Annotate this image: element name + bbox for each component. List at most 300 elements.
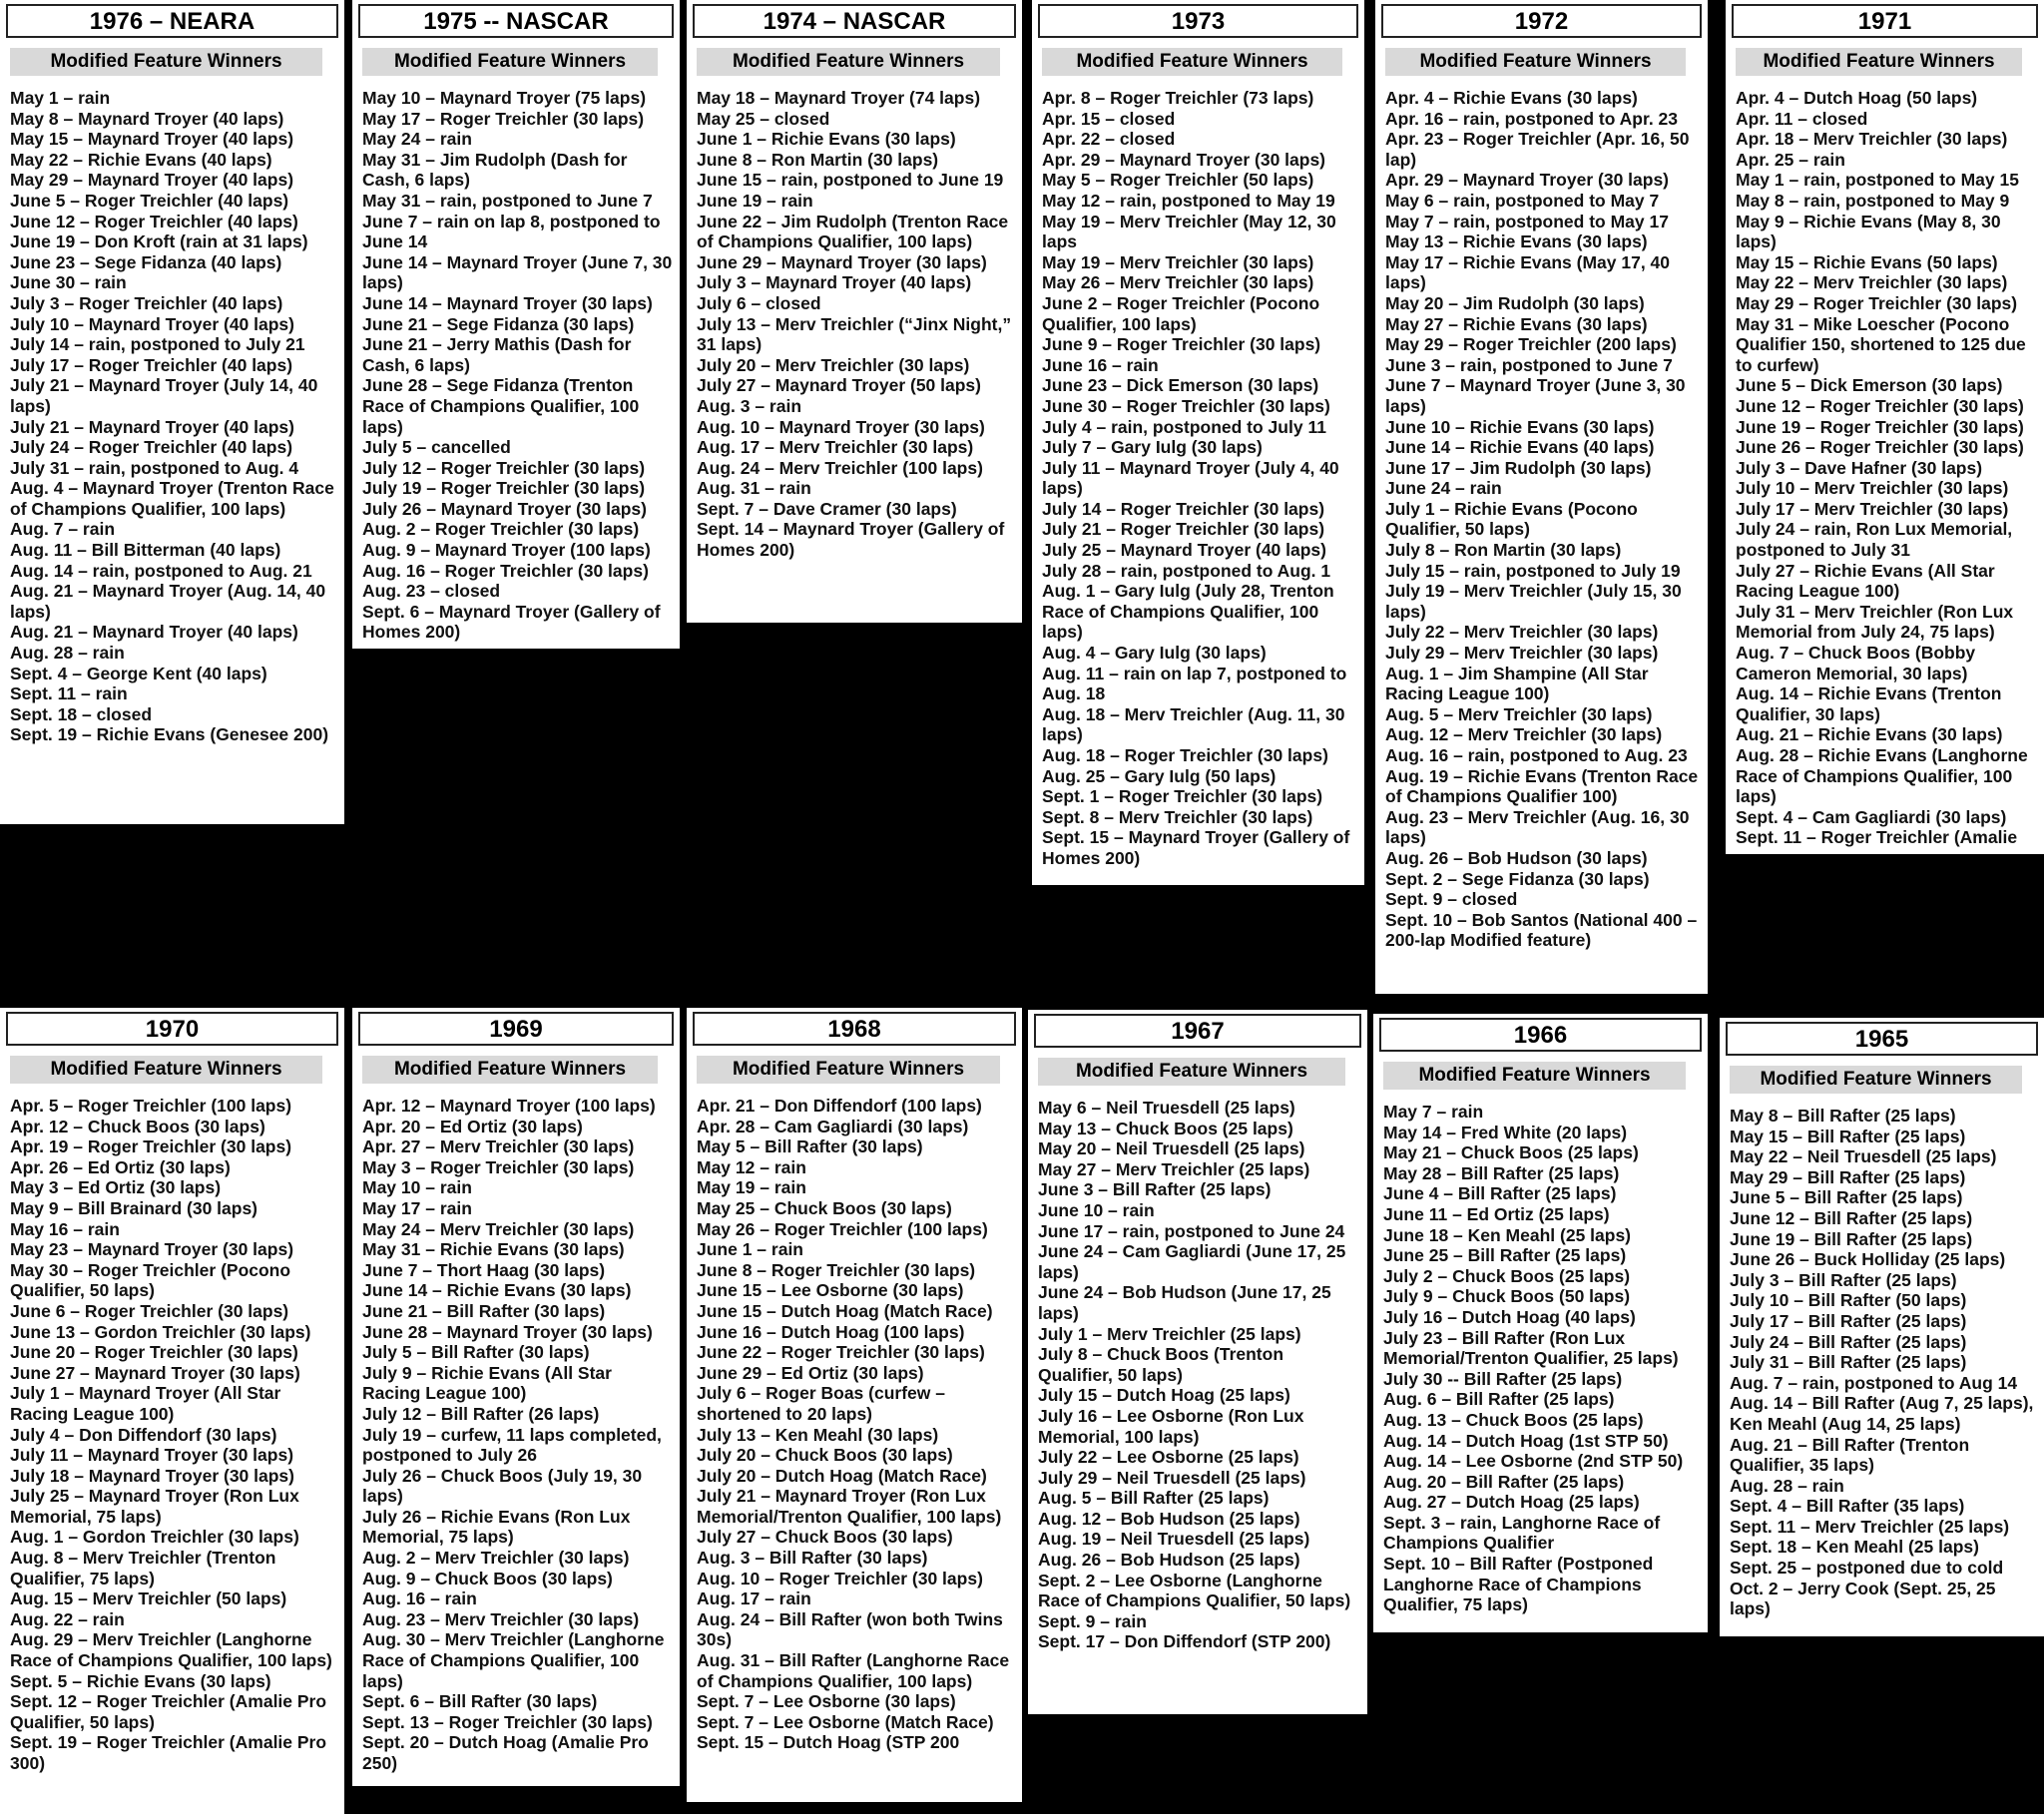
result-entry: July 8 – Ron Martin (30 laps) xyxy=(1385,540,1622,561)
result-entry: June 19 – Bill Rafter (25 laps) xyxy=(1730,1228,1973,1249)
result-entry: Aug. 13 – Chuck Boos (25 laps) xyxy=(1383,1409,1644,1430)
result-entry: Sept. 10 – Bill Rafter (Postponed Langhorne Race of Champions Qualifier, 75 laps) xyxy=(1383,1554,1654,1615)
result-entry: June 29 – Maynard Troyer (30 laps) xyxy=(697,251,987,272)
result-entry: Apr. 8 – Roger Treichler (73 laps) xyxy=(1042,88,1314,108)
result-entry: Sept. 15 – Maynard Troyer (Gallery of Homes 200) xyxy=(1042,827,1350,868)
result-entry: Aug. 16 – rain xyxy=(362,1588,477,1609)
section-subtitle: Modified Feature Winners xyxy=(1385,48,1686,76)
result-entry: Aug. 18 – Roger Treichler (30 laps) xyxy=(1042,745,1328,765)
section-subtitle: Modified Feature Winners xyxy=(1736,48,2022,76)
result-entry: June 14 – Maynard Troyer (June 7, 30 laps) xyxy=(362,251,673,293)
season-panel-1968 xyxy=(687,1008,1022,1802)
section-subtitle: Modified Feature Winners xyxy=(1042,48,1342,76)
result-entry: June 12 – Roger Treichler (30 laps) xyxy=(1736,395,2024,416)
result-entry: May 13 – Chuck Boos (25 laps) xyxy=(1038,1118,1293,1138)
result-entry: May 17 – Roger Treichler (30 laps) xyxy=(362,108,645,129)
result-entry: May 17 – Richie Evans (May 17, 40 laps) xyxy=(1385,251,1671,293)
result-entry: July 29 – Neil Truesdell (25 laps) xyxy=(1038,1467,1306,1488)
result-entry: Sept. 2 – Sege Fidanza (30 laps) xyxy=(1385,868,1650,889)
season-panel-1973 xyxy=(1032,0,1364,885)
result-entry: July 31 – rain, postponed to Aug. 4 xyxy=(10,457,299,478)
result-entry: June 24 – Bob Hudson (June 17, 25 laps) xyxy=(1038,1282,1331,1323)
result-entry: May 17 – rain xyxy=(362,1197,472,1218)
result-entry: June 5 – Dick Emerson (30 laps) xyxy=(1736,375,2003,396)
result-entry: June 29 – Ed Ortiz (30 laps) xyxy=(697,1362,924,1383)
result-entry: July 9 – Chuck Boos (50 laps) xyxy=(1383,1286,1631,1307)
result-entry: June 8 – Ron Martin (30 laps) xyxy=(697,149,939,170)
result-entry: July 10 – Merv Treichler (30 laps) xyxy=(1736,478,2009,499)
result-entry: July 3 – Maynard Troyer (40 laps) xyxy=(697,272,972,293)
result-entry: Apr. 5 – Roger Treichler (100 laps) xyxy=(10,1096,292,1116)
result-entry: Aug. 21 – Maynard Troyer (40 laps) xyxy=(10,622,298,643)
result-entry: Apr. 28 – Cam Gagliardi (30 laps) xyxy=(697,1116,969,1136)
result-entry: July 21 – Roger Treichler (30 laps) xyxy=(1042,519,1325,540)
result-entry: Apr. 12 – Maynard Troyer (100 laps) xyxy=(362,1096,656,1116)
result-entry: Aug. 14 – Dutch Hoag (1st STP 50) xyxy=(1383,1430,1669,1451)
results-list xyxy=(352,1096,680,1774)
result-entry: July 11 – Maynard Troyer (30 laps) xyxy=(10,1445,294,1466)
result-entry: May 19 – Merv Treichler (30 laps) xyxy=(1042,251,1314,272)
result-entry: Sept. 19 – Roger Treichler (Amalie Pro 300) xyxy=(10,1732,327,1773)
result-entry: July 1 – Merv Treichler (25 laps) xyxy=(1038,1323,1301,1344)
result-entry: Aug. 30 – Merv Treichler (Langhorne Race of Champions Qualifier, 100 laps) xyxy=(362,1629,665,1691)
result-entry: May 23 – Maynard Troyer (30 laps) xyxy=(10,1239,294,1260)
result-entry: July 1 – Richie Evans (Pocono Qualifier, 50 laps) xyxy=(1385,498,1638,540)
result-entry: Aug. 17 – rain xyxy=(697,1588,811,1609)
result-entry: July 29 – Merv Treichler (30 laps) xyxy=(1385,643,1659,664)
result-entry: Aug. 29 – Merv Treichler (Langhorne Race of Champions Qualifier, 100 laps) xyxy=(10,1629,332,1671)
season-title: 1967 xyxy=(1034,1014,1361,1048)
result-entry: June 21 – Jerry Mathis (Dash for Cash, 6 laps) xyxy=(362,334,632,375)
result-entry: June 15 – Lee Osborne (30 laps) xyxy=(697,1280,964,1301)
result-entry: May 10 – Maynard Troyer (75 laps) xyxy=(362,88,647,108)
result-entry: May 8 – rain, postponed to May 9 xyxy=(1736,190,2010,211)
season-panel-1975 xyxy=(352,0,680,649)
result-entry: June 4 – Bill Rafter (25 laps) xyxy=(1383,1183,1617,1204)
result-entry: July 31 – Merv Treichler (Ron Lux Memorial from July 24, 75 laps) xyxy=(1736,601,2014,643)
result-entry: June 23 – Dick Emerson (30 laps) xyxy=(1042,375,1319,396)
section-subtitle: Modified Feature Winners xyxy=(362,48,658,76)
result-entry: July 24 – Bill Rafter (25 laps) xyxy=(1730,1331,1967,1352)
result-entry: Aug. 25 – Gary Iulg (50 laps) xyxy=(1042,765,1277,786)
result-entry: Apr. 25 – rain xyxy=(1736,149,1845,170)
result-entry: May 6 – rain, postponed to May 7 xyxy=(1385,190,1660,211)
season-panel-1967 xyxy=(1028,1010,1367,1714)
result-entry: Aug. 24 – Bill Rafter (won both Twins 30s) xyxy=(697,1608,1003,1650)
result-entry: June 21 – Sege Fidanza (30 laps) xyxy=(362,313,635,334)
result-entry: Aug. 5 – Bill Rafter (25 laps) xyxy=(1038,1488,1270,1509)
result-entry: Aug. 21 – Maynard Troyer (Aug. 14, 40 laps) xyxy=(10,581,326,622)
result-entry: May 27 – Richie Evans (30 laps) xyxy=(1385,313,1648,334)
result-entry: May 22 – Richie Evans (40 laps) xyxy=(10,149,272,170)
result-entry: July 15 – Dutch Hoag (25 laps) xyxy=(1038,1385,1290,1406)
result-entry: Aug. 11 – Bill Bitterman (40 laps) xyxy=(10,540,281,561)
result-entry: Aug. 22 – rain xyxy=(10,1608,125,1629)
result-entry: June 1 – rain xyxy=(697,1239,803,1260)
result-entry: June 14 – Richie Evans (30 laps) xyxy=(362,1280,632,1301)
result-entry: Sept. 4 – Bill Rafter (35 laps) xyxy=(1730,1496,1965,1517)
result-entry: Apr. 26 – Ed Ortiz (30 laps) xyxy=(10,1156,231,1177)
results-list xyxy=(1032,88,1364,869)
result-entry: Sept. 11 – Roger Treichler (Amalie xyxy=(1736,827,2018,848)
result-entry: Aug. 26 – Bob Hudson (30 laps) xyxy=(1385,847,1648,868)
results-list xyxy=(687,88,1022,561)
result-entry: May 7 – rain, postponed to May 17 xyxy=(1385,211,1669,231)
result-entry: May 25 – Chuck Boos (30 laps) xyxy=(697,1197,952,1218)
result-entry: June 9 – Roger Treichler (30 laps) xyxy=(1042,334,1321,355)
result-entry: May 8 – Maynard Troyer (40 laps) xyxy=(10,108,284,129)
result-entry: Aug. 16 – Roger Treichler (30 laps) xyxy=(362,560,649,581)
result-entry: July 19 – curfew, 11 laps completed, postponed to July 26 xyxy=(362,1424,662,1466)
result-entry: June 6 – Roger Treichler (30 laps) xyxy=(10,1300,289,1321)
result-entry: Aug. 14 – Lee Osborne (2nd STP 50) xyxy=(1383,1451,1684,1472)
result-entry: May 6 – Neil Truesdell (25 laps) xyxy=(1038,1098,1295,1118)
result-entry: Apr. 29 – Maynard Troyer (30 laps) xyxy=(1385,170,1670,191)
result-entry: July 26 – Richie Evans (Ron Lux Memorial, 75 laps) xyxy=(362,1506,631,1548)
result-entry: Sept. 13 – Roger Treichler (30 laps) xyxy=(362,1711,653,1732)
result-entry: June 3 – rain, postponed to June 7 xyxy=(1385,354,1673,375)
result-entry: Aug. 14 – Bill Rafter (Aug 7, 25 laps), Ken Meahl (Aug 14, 25 laps) xyxy=(1730,1393,2034,1434)
result-entry: Aug. 12 – Merv Treichler (30 laps) xyxy=(1385,724,1663,745)
result-entry: Aug. 28 – Richie Evans (Langhorne Race of Champions Qualifier, 100 laps) xyxy=(1736,745,2028,807)
result-entry: Sept. 18 – Ken Meahl (25 laps) xyxy=(1730,1537,1979,1558)
result-entry: June 10 – Richie Evans (30 laps) xyxy=(1385,416,1655,437)
result-entry: June 1 – Richie Evans (30 laps) xyxy=(697,129,956,150)
result-entry: June 26 – Buck Holliday (25 laps) xyxy=(1730,1249,2006,1270)
result-entry: Apr. 12 – Chuck Boos (30 laps) xyxy=(10,1116,265,1136)
result-entry: Aug. 23 – closed xyxy=(362,581,501,602)
result-entry: June 2 – Roger Treichler (Pocono Qualifier, 100 laps) xyxy=(1042,292,1320,334)
season-title: 1968 xyxy=(693,1012,1016,1046)
result-entry: Sept. 3 – rain, Langhorne Race of Champions Qualifier xyxy=(1383,1512,1661,1554)
result-entry: July 7 – Gary Iulg (30 laps) xyxy=(1042,437,1263,458)
result-entry: July 13 – Ken Meahl (30 laps) xyxy=(697,1424,939,1445)
result-entry: July 21 – Maynard Troyer (40 laps) xyxy=(10,416,294,437)
result-entry: Aug. 11 – rain on lap 7, postponed to Aug. 18 xyxy=(1042,663,1347,704)
result-entry: June 18 – Ken Meahl (25 laps) xyxy=(1383,1224,1632,1245)
result-entry: Aug. 26 – Bob Hudson (25 laps) xyxy=(1038,1550,1300,1571)
result-entry: June 30 – Roger Treichler (30 laps) xyxy=(1042,395,1330,416)
result-entry: July 26 – Chuck Boos (July 19, 30 laps) xyxy=(362,1465,643,1507)
result-entry: Sept. 5 – Richie Evans (30 laps) xyxy=(10,1670,271,1691)
season-title: 1966 xyxy=(1379,1018,1702,1052)
result-entry: Sept. 9 – closed xyxy=(1385,889,1518,910)
result-entry: May 24 – rain xyxy=(362,129,472,150)
result-entry: Sept. 12 – Roger Treichler (Amalie Pro Qualifier, 50 laps) xyxy=(10,1691,327,1732)
result-entry: Sept. 11 – rain xyxy=(10,683,128,704)
result-entry: June 30 – rain xyxy=(10,272,127,293)
result-entry: May 13 – Richie Evans (30 laps) xyxy=(1385,231,1648,252)
result-entry: July 23 – Bill Rafter (Ron Lux Memorial/Trenton Qualifier, 25 laps) xyxy=(1383,1327,1679,1369)
result-entry: May 5 – Bill Rafter (30 laps) xyxy=(697,1136,923,1157)
result-entry: Aug. 19 – Neil Truesdell (25 laps) xyxy=(1038,1529,1310,1550)
result-entry: May 10 – rain xyxy=(362,1177,472,1198)
season-title: 1965 xyxy=(1726,1022,2038,1056)
result-entry: Sept. 7 – Lee Osborne (Match Race) xyxy=(697,1711,994,1732)
result-entry: July 10 – Bill Rafter (50 laps) xyxy=(1730,1290,1967,1311)
results-list xyxy=(0,88,344,745)
result-entry: July 28 – rain, postponed to Aug. 1 xyxy=(1042,560,1331,581)
season-title: 1974 – NASCAR xyxy=(693,4,1016,38)
result-entry: July 2 – Chuck Boos (25 laps) xyxy=(1383,1265,1631,1286)
result-entry: Apr. 15 – closed xyxy=(1042,108,1176,129)
result-entry: July 26 – Maynard Troyer (30 laps) xyxy=(362,498,647,519)
result-entry: June 24 – rain xyxy=(1385,478,1502,499)
results-list xyxy=(1720,1106,2044,1619)
result-entry: July 13 – Merv Treichler (“Jinx Night,” 31 laps) xyxy=(697,313,1012,355)
result-entry: June 19 – Don Kroft (rain at 31 laps) xyxy=(10,231,308,252)
result-entry: June 16 – rain xyxy=(1042,354,1159,375)
section-subtitle: Modified Feature Winners xyxy=(1383,1062,1686,1090)
result-entry: Aug. 23 – Merv Treichler (Aug. 16, 30 laps) xyxy=(1385,806,1690,848)
result-entry: May 3 – Ed Ortiz (30 laps) xyxy=(10,1177,222,1198)
result-entry: June 26 – Roger Treichler (30 laps) xyxy=(1736,437,2024,458)
result-entry: June 23 – Sege Fidanza (40 laps) xyxy=(10,251,282,272)
result-entry: Aug. 16 – rain, postponed to Aug. 23 xyxy=(1385,745,1688,765)
result-entry: May 29 – Roger Treichler (30 laps) xyxy=(1736,292,2018,313)
result-entry: Aug. 2 – Merv Treichler (30 laps) xyxy=(362,1548,630,1569)
result-entry: Aug. 1 – Jim Shampine (All Star Racing League 100) xyxy=(1385,663,1649,704)
result-entry: Apr. 4 – Richie Evans (30 laps) xyxy=(1385,88,1638,108)
result-entry: June 19 – Roger Treichler (30 laps) xyxy=(1736,416,2024,437)
season-panel-1971 xyxy=(1726,0,2044,854)
result-entry: July 5 – Bill Rafter (30 laps) xyxy=(362,1342,590,1363)
result-entry: May 20 – Neil Truesdell (25 laps) xyxy=(1038,1138,1305,1159)
season-title: 1973 xyxy=(1038,4,1358,38)
result-entry: Aug. 28 – rain xyxy=(10,643,125,664)
season-title: 1969 xyxy=(358,1012,674,1046)
result-entry: Aug. 7 – Chuck Boos (Bobby Cameron Memorial, 30 laps) xyxy=(1736,643,1976,683)
result-entry: May 30 – Roger Treichler (Pocono Qualifier, 50 laps) xyxy=(10,1259,291,1301)
result-entry: July 12 – Roger Treichler (30 laps) xyxy=(362,457,646,478)
result-entry: May 12 – rain xyxy=(697,1156,806,1177)
result-entry: Aug. 28 – rain xyxy=(1730,1475,1844,1496)
result-entry: May 31 – Richie Evans (30 laps) xyxy=(362,1239,625,1260)
result-entry: Aug. 10 – Maynard Troyer (30 laps) xyxy=(697,416,985,437)
result-entry: Sept. 8 – Merv Treichler (30 laps) xyxy=(1042,806,1313,827)
result-entry: May 15 – Bill Rafter (25 laps) xyxy=(1730,1126,1966,1146)
section-subtitle: Modified Feature Winners xyxy=(697,48,1000,76)
result-entry: Aug. 27 – Dutch Hoag (25 laps) xyxy=(1383,1492,1640,1513)
result-entry: June 17 – Jim Rudolph (30 laps) xyxy=(1385,457,1652,478)
section-subtitle: Modified Feature Winners xyxy=(362,1056,658,1084)
result-entry: June 25 – Bill Rafter (25 laps) xyxy=(1383,1245,1627,1266)
result-entry: Aug. 2 – Roger Treichler (30 laps) xyxy=(362,519,640,540)
result-entry: June 8 – Roger Treichler (30 laps) xyxy=(697,1259,976,1280)
result-entry: Aug. 17 – Merv Treichler (30 laps) xyxy=(697,437,974,458)
result-entry: Aug. 3 – Bill Rafter (30 laps) xyxy=(697,1548,928,1569)
result-entry: May 21 – Chuck Boos (25 laps) xyxy=(1383,1142,1639,1163)
result-entry: July 22 – Lee Osborne (25 laps) xyxy=(1038,1447,1299,1468)
season-panel-1972 xyxy=(1375,0,1708,994)
result-entry: July 5 – cancelled xyxy=(362,437,511,458)
season-title: 1971 xyxy=(1732,4,2038,38)
result-entry: July 24 – rain, Ron Lux Memorial, postponed to July 31 xyxy=(1736,519,2013,561)
result-entry: May 19 – Merv Treichler (May 12, 30 laps xyxy=(1042,211,1336,252)
result-entry: Sept. 14 – Maynard Troyer (Gallery of Homes 200) xyxy=(697,519,1005,561)
result-entry: Aug. 10 – Roger Treichler (30 laps) xyxy=(697,1568,983,1588)
result-entry: May 3 – Roger Treichler (30 laps) xyxy=(362,1156,635,1177)
result-entry: May 7 – rain xyxy=(1383,1102,1484,1122)
result-entry: July 25 – Maynard Troyer (40 laps) xyxy=(1042,540,1326,561)
result-entry: July 20 – Merv Treichler (30 laps) xyxy=(697,354,970,375)
season-panel-1970 xyxy=(0,1008,344,1814)
result-entry: May 16 – rain xyxy=(10,1218,120,1239)
result-entry: May 31 – Mike Loescher (Pocono Qualifier 150, shortened to 125 due to curfew) xyxy=(1736,313,2026,375)
section-subtitle: Modified Feature Winners xyxy=(10,48,322,76)
result-entry: June 13 – Gordon Treichler (30 laps) xyxy=(10,1321,311,1342)
result-entry: July 10 – Maynard Troyer (40 laps) xyxy=(10,313,294,334)
result-entry: Sept. 15 – Dutch Hoag (STP 200 xyxy=(697,1732,960,1753)
result-entry: Aug. 9 – Chuck Boos (30 laps) xyxy=(362,1568,613,1588)
result-entry: Sept. 19 – Richie Evans (Genesee 200) xyxy=(10,724,329,745)
result-entry: May 1 – rain xyxy=(10,88,111,108)
result-entry: Apr. 4 – Dutch Hoag (50 laps) xyxy=(1736,88,1978,108)
result-entry: Sept. 6 – Bill Rafter (30 laps) xyxy=(362,1691,598,1712)
result-entry: July 22 – Merv Treichler (30 laps) xyxy=(1385,622,1659,643)
result-entry: Apr. 23 – Roger Treichler (Apr. 16, 50 lap) xyxy=(1385,129,1690,170)
result-entry: July 16 – Lee Osborne (Ron Lux Memorial, 100 laps) xyxy=(1038,1405,1304,1447)
result-entry: Apr. 16 – rain, postponed to Apr. 23 xyxy=(1385,108,1679,129)
result-entry: Sept. 9 – rain xyxy=(1038,1610,1147,1631)
result-entry: July 3 – Roger Treichler (40 laps) xyxy=(10,292,283,313)
result-entry: July 27 – Maynard Troyer (50 laps) xyxy=(697,375,981,396)
results-list xyxy=(0,1096,344,1774)
result-entry: Aug. 4 – Gary Iulg (30 laps) xyxy=(1042,643,1267,664)
season-title: 1976 – NEARA xyxy=(6,4,338,38)
result-entry: May 9 – Bill Brainard (30 laps) xyxy=(10,1197,258,1218)
result-entry: Apr. 22 – closed xyxy=(1042,129,1176,150)
results-list xyxy=(1373,1102,1708,1615)
result-entry: June 20 – Roger Treichler (30 laps) xyxy=(10,1342,298,1363)
result-entry: July 30 -- Bill Rafter (25 laps) xyxy=(1383,1368,1623,1389)
result-entry: June 16 – Dutch Hoag (100 laps) xyxy=(697,1321,965,1342)
result-entry: Apr. 19 – Roger Treichler (30 laps) xyxy=(10,1136,292,1157)
result-entry: July 1 – Maynard Troyer (All Star Racing League 100) xyxy=(10,1383,281,1424)
result-entry: July 19 – Merv Treichler (July 15, 30 laps) xyxy=(1385,581,1682,622)
result-entry: Apr. 27 – Merv Treichler (30 laps) xyxy=(362,1136,635,1157)
section-subtitle: Modified Feature Winners xyxy=(697,1056,1000,1084)
result-entry: May 31 – rain, postponed to June 7 xyxy=(362,190,653,211)
result-entry: Aug. 6 – Bill Rafter (25 laps) xyxy=(1383,1389,1615,1410)
result-entry: July 4 – Don Diffendorf (30 laps) xyxy=(10,1424,277,1445)
result-entry: May 1 – rain, postponed to May 15 xyxy=(1736,170,2019,191)
result-entry: July 19 – Roger Treichler (30 laps) xyxy=(362,478,646,499)
result-entry: May 22 – Neil Truesdell (25 laps) xyxy=(1730,1146,1997,1167)
result-entry: June 17 – rain, postponed to June 24 xyxy=(1038,1220,1345,1241)
result-entry: May 29 – Roger Treichler (200 laps) xyxy=(1385,334,1677,355)
result-entry: July 3 – Dave Hafner (30 laps) xyxy=(1736,457,1983,478)
result-entry: Aug. 1 – Gordon Treichler (30 laps) xyxy=(10,1527,299,1548)
result-entry: Aug. 7 – rain, postponed to Aug 14 xyxy=(1730,1372,2018,1393)
result-entry: July 6 – Roger Boas (curfew – shortened to 20 laps) xyxy=(697,1383,945,1424)
result-entry: July 8 – Chuck Boos (Trenton Qualifier, 50 laps) xyxy=(1038,1344,1284,1385)
result-entry: June 27 – Maynard Troyer (30 laps) xyxy=(10,1362,300,1383)
result-entry: June 28 – Sege Fidanza (Trenton Race of Champions Qualifier, 100 laps) xyxy=(362,375,640,437)
result-entry: Sept. 10 – Bob Santos (National 400 – 200-lap Modified feature) xyxy=(1385,909,1698,951)
result-entry: July 14 – rain, postponed to July 21 xyxy=(10,334,305,355)
result-entry: Aug. 3 – rain xyxy=(697,395,802,416)
result-entry: Sept. 18 – closed xyxy=(10,703,153,724)
result-entry: Aug. 14 – Richie Evans (Trenton Qualifier, 30 laps) xyxy=(1736,683,2002,724)
result-entry: Aug. 12 – Bob Hudson (25 laps) xyxy=(1038,1508,1300,1529)
result-entry: June 11 – Ed Ortiz (25 laps) xyxy=(1383,1203,1610,1224)
result-entry: July 14 – Roger Treichler (30 laps) xyxy=(1042,498,1325,519)
result-entry: May 15 – Maynard Troyer (40 laps) xyxy=(10,129,294,150)
result-entry: June 14 – Richie Evans (40 laps) xyxy=(1385,437,1655,458)
result-entry: Apr. 11 – closed xyxy=(1736,108,1868,129)
result-entry: July 17 – Bill Rafter (25 laps) xyxy=(1730,1310,1967,1331)
result-entry: July 17 – Merv Treichler (30 laps) xyxy=(1736,498,2009,519)
season-panel-1966 xyxy=(1373,1014,1708,1632)
season-title: 1975 -- NASCAR xyxy=(358,4,674,38)
result-entry: July 17 – Roger Treichler (40 laps) xyxy=(10,354,293,375)
result-entry: May 15 – Richie Evans (50 laps) xyxy=(1736,251,1998,272)
result-entry: June 19 – rain xyxy=(697,190,813,211)
result-entry: Sept. 4 – Cam Gagliardi (30 laps) xyxy=(1736,806,2007,827)
result-entry: June 15 – Dutch Hoag (Match Race) xyxy=(697,1300,993,1321)
result-entry: Aug. 24 – Merv Treichler (100 laps) xyxy=(697,457,983,478)
result-entry: Sept. 25 – postponed due to cold xyxy=(1730,1558,2004,1579)
results-list xyxy=(687,1096,1022,1753)
result-entry: June 14 – Maynard Troyer (30 laps) xyxy=(362,292,653,313)
result-entry: July 27 – Chuck Boos (30 laps) xyxy=(697,1527,953,1548)
result-entry: July 20 – Dutch Hoag (Match Race) xyxy=(697,1465,987,1486)
result-entry: May 25 – closed xyxy=(697,108,830,129)
result-entry: June 5 – Roger Treichler (40 laps) xyxy=(10,190,289,211)
result-entry: Apr. 18 – Merv Treichler (30 laps) xyxy=(1736,129,2008,150)
season-panel-1976 xyxy=(0,0,344,824)
result-entry: Aug. 31 – Bill Rafter (Langhorne Race of Champions Qualifier, 100 laps) xyxy=(697,1650,1010,1691)
result-entry: July 15 – rain, postponed to July 19 xyxy=(1385,560,1681,581)
results-list xyxy=(1726,88,2044,848)
result-entry: May 24 – Merv Treichler (30 laps) xyxy=(362,1218,635,1239)
result-entry: June 15 – rain, postponed to June 19 xyxy=(697,170,1004,191)
result-entry: June 7 – Maynard Troyer (June 3, 30 laps) xyxy=(1385,375,1686,416)
result-entry: May 26 – Merv Treichler (30 laps) xyxy=(1042,272,1314,293)
result-entry: July 9 – Richie Evans (All Star Racing League 100) xyxy=(362,1362,612,1404)
section-subtitle: Modified Feature Winners xyxy=(1038,1058,1345,1086)
result-entry: July 31 – Bill Rafter (25 laps) xyxy=(1730,1352,1967,1373)
result-entry: May 8 – Bill Rafter (25 laps) xyxy=(1730,1106,1956,1126)
result-entry: May 28 – Bill Rafter (25 laps) xyxy=(1383,1162,1620,1183)
result-entry: July 4 – rain, postponed to July 11 xyxy=(1042,416,1326,437)
result-entry: July 25 – Maynard Troyer (Ron Lux Memorial, 75 laps) xyxy=(10,1486,299,1527)
result-entry: Sept. 17 – Don Diffendorf (STP 200) xyxy=(1038,1631,1331,1652)
result-entry: May 31 – Jim Rudolph (Dash for Cash, 6 laps) xyxy=(362,149,628,191)
result-entry: May 22 – Merv Treichler (30 laps) xyxy=(1736,272,2008,293)
result-entry: Aug. 1 – Gary Iulg (July 28, Trenton Race of Champions Qualifier, 100 laps) xyxy=(1042,581,1334,643)
result-entry: Sept. 2 – Lee Osborne (Langhorne Race of Champions Qualifier, 50 laps) xyxy=(1038,1570,1351,1611)
result-entry: Sept. 20 – Dutch Hoag (Amalie Pro 250) xyxy=(362,1732,649,1773)
result-entry: Sept. 7 – Dave Cramer (30 laps) xyxy=(697,498,957,519)
result-entry: Sept. 1 – Roger Treichler (30 laps) xyxy=(1042,786,1323,807)
result-entry: Sept. 11 – Merv Treichler (25 laps) xyxy=(1730,1516,2010,1537)
result-entry: May 14 – Fred White (20 laps) xyxy=(1383,1122,1628,1142)
result-entry: June 22 – Roger Treichler (30 laps) xyxy=(697,1342,985,1363)
result-entry: Apr. 20 – Ed Ortiz (30 laps) xyxy=(362,1116,583,1136)
result-entry: July 3 – Bill Rafter (25 laps) xyxy=(1730,1269,1957,1290)
result-entry: July 21 – Maynard Troyer (Ron Lux Memorial/Trenton Qualifier, 100 laps) xyxy=(697,1486,1002,1527)
result-entry: June 3 – Bill Rafter (25 laps) xyxy=(1038,1179,1272,1200)
result-entry: July 12 – Bill Rafter (26 laps) xyxy=(362,1403,600,1424)
result-entry: May 29 – Bill Rafter (25 laps) xyxy=(1730,1166,1966,1187)
result-entry: Sept. 4 – George Kent (40 laps) xyxy=(10,663,267,683)
result-entry: June 7 – Thort Haag (30 laps) xyxy=(362,1259,606,1280)
result-entry: July 20 – Chuck Boos (30 laps) xyxy=(697,1445,953,1466)
results-list xyxy=(1028,1098,1367,1652)
result-entry: Aug. 20 – Bill Rafter (25 laps) xyxy=(1383,1471,1625,1492)
